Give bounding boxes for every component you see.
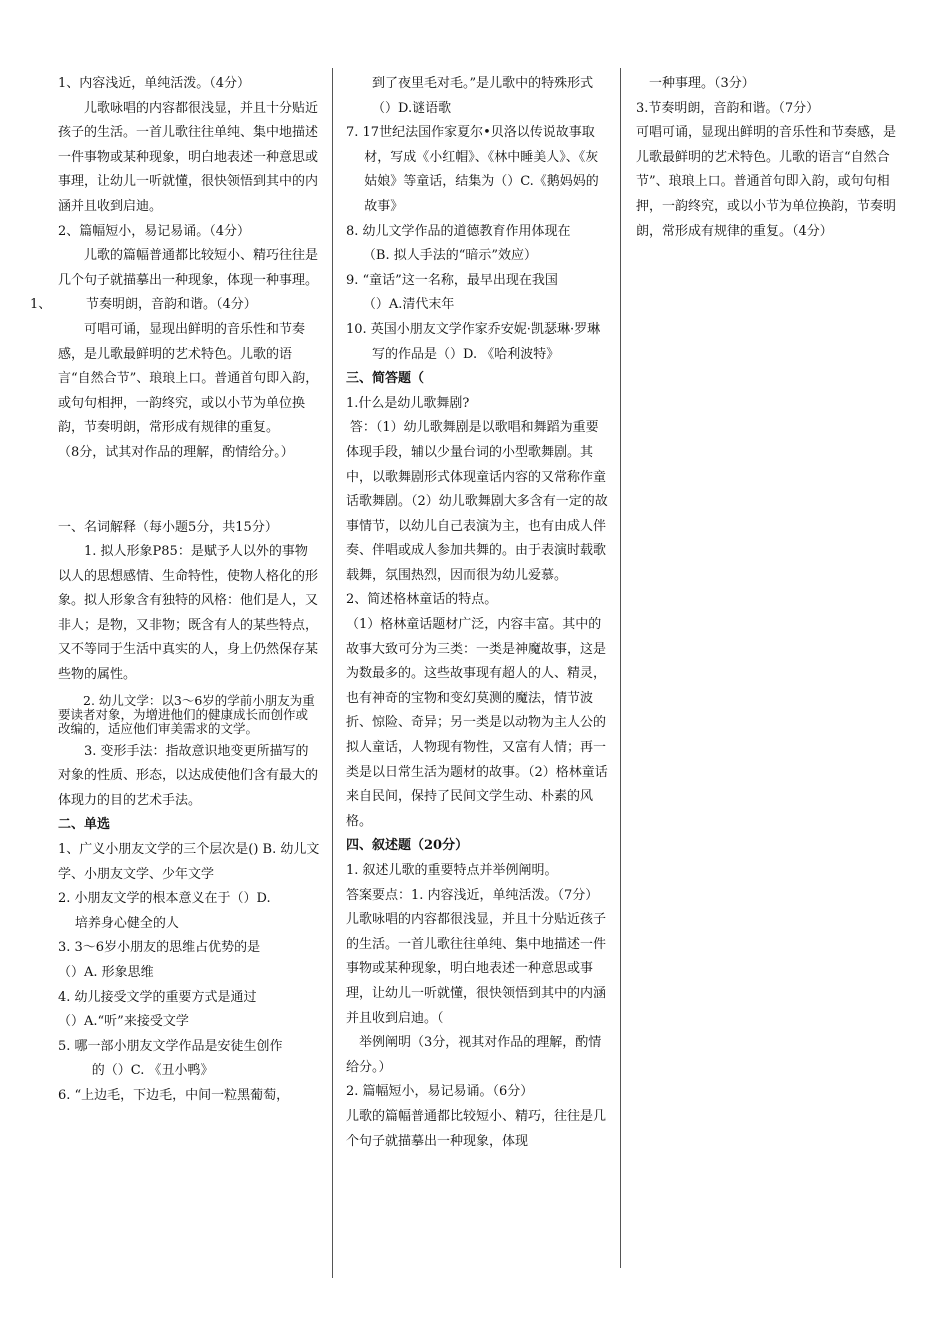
- column-divider-right: [620, 68, 621, 1268]
- essay-point-3-body: 可唱可诵，显现出鲜明的音乐性和节奏感，是儿歌最鲜明的艺术特色。儿歌的语言“自然合节”、琅琅上口。普通首句即入韵，或句句相押，一韵终究，或以小节为单位换韵，节奏明朗，常形成有规律的重复。（4分）: [636, 125, 897, 239]
- grading-note: （8分，试其对作品的理解，酌情给分。）: [58, 444, 294, 460]
- definition-2: 2. 幼儿文学：以3～6岁的学前小朋友为重要读者对象，为增进他们的健康成长而创作或改编的，适应他们审美需求的文学。: [58, 692, 315, 736]
- section-1-heading: 一、名词解释（每小题5分，共15分）: [58, 519, 278, 535]
- point-2-body: 儿歌的篇幅普通都比较短小、精巧往往是几个句子就描摹出一种现象，体现一种事理。: [58, 248, 319, 288]
- essay-1-question: 1. 叙述儿歌的重要特点并举例阐明。: [346, 863, 558, 878]
- choice-5-answer: 的（）C. 《丑小鸭》: [91, 1063, 214, 1079]
- choice-3-answer: （）A. 形象思维: [58, 965, 154, 980]
- choice-9-answer: （）A.清代末年: [362, 297, 455, 313]
- column-divider-left: [332, 68, 333, 1278]
- point-2-heading: 2、篇幅短小，易记易诵。（4分）: [58, 223, 251, 239]
- short-answer-2-answer: （1）格林童话题材广泛，内容丰富。其中的故事大致可分为三类：一类是神魔故事，这是为数最多的。这些故事现有超人的人、精灵，也有神奇的宝物和变幻莫测的魔法，情节波折、惊险、奇异；另一类是以动物为主人公的拟人童话，人物现有物性，又富有人情；再一类是以日常生活为题材的故事。（2）格林童话来自民间，保持了民间文学生动、朴素的风格。: [346, 617, 608, 829]
- essay-point-2-heading: 2. 篇幅短小，易记易诵。（6分）: [346, 1084, 534, 1100]
- section-2-heading: 二、单选: [58, 817, 111, 833]
- choice-4-answer: （）A.“听”来接受文学: [58, 1014, 189, 1030]
- essay-point-2-body: 儿歌的篇幅普通都比较短小、精巧，往往是几个句子就描摹出一种现象，体现: [346, 1108, 607, 1149]
- definition-1: 1. 拟人形象P85：是赋予人以外的事物以人的思想感情、生命特性，使物人格化的形象。拟人形象含有独特的风格：他们是人，又非人；是物，又非物；既含有人的某些特点，又不等同于生活中真实的人，身上仍然保存某些物的属性。: [58, 544, 319, 683]
- choice-8-answer: （B. 拟人手法的“暗示”效应）: [362, 248, 538, 264]
- essay-1-example-note: 举例阐明（3分，视其对作品的理解，酌情给分。）: [346, 1035, 602, 1075]
- choice-9-question: 9. “童话”这一名称，最早出现在我国: [346, 272, 558, 288]
- choice-1: 1、广义小朋友文学的三个层次是() B. 幼儿文学、小朋友文学、少年文学: [58, 842, 320, 882]
- essay-1-answer: 答案要点：1. 内容浅近，单纯活泼。（7分）儿歌咏唱的内容都很浅显，并且十分贴近孩子的生活。一首儿歌往往单纯、集中地描述一件事物或某种现象，明白地表述一种意思或事理，让幼儿一听就懂，很快领悟到其中的内涵并且收到启迪。（: [346, 887, 607, 1026]
- point-3-heading: 节奏明朗，音韵和谐。（4分）: [86, 297, 257, 313]
- point-3-number: 1、: [30, 297, 52, 313]
- choice-10: 10. 英国小朋友文学作家乔安妮·凯瑟琳·罗琳写的作品是（）D. 《哈利波特》: [346, 321, 601, 362]
- choice-5-question: 5. 哪一部小朋友文学作品是安徒生创作: [58, 1038, 283, 1054]
- point-1-heading: 1、内容浅近，单纯活泼。（4分）: [58, 76, 251, 91]
- point-3-heading-row: [30, 293, 320, 318]
- choice-8-question: 8. 幼儿文学作品的道德教育作用体现在: [346, 223, 571, 239]
- spacer: [58, 466, 320, 516]
- essay-point-3-heading: 3.节奏明朗，音韵和谐。（7分）: [636, 100, 820, 116]
- column-1: [30, 72, 320, 1109]
- short-answer-2-question: 2、简述格林童话的特点。: [346, 592, 498, 608]
- point-1-body: 儿歌咏唱的内容都很浅显，并且十分贴近孩子的生活。一首儿歌往往单纯、集中地描述一件事物或某种现象，明白地表述一种意思或事理，让幼儿一听就懂，很快领悟到其中的内涵并且收到启迪。: [58, 100, 319, 214]
- short-answer-1-answer: 答：（1）幼儿歌舞剧是以歌唱和舞蹈为重要体现手段，辅以少量台词的小型歌舞剧。其中，以歌舞剧形式体现童话内容的又常称作童话歌舞剧。（2）幼儿歌舞剧大多含有一定的故事情节，以幼儿自己表演为主，也有由成人伴奏、伴唱或成人参加共舞的。由于表演时载歌载舞，氛围热烈，因而很为幼儿爱慕。: [346, 420, 608, 583]
- short-answer-1-question: 1.什么是幼儿歌舞剧?: [346, 395, 470, 411]
- column-2: [346, 72, 608, 1154]
- essay-point-2-continued: 一种事理。（3分）: [649, 76, 755, 91]
- definition-3: 3. 变形手法：指故意识地变更所描写的对象的性质、形态，以达成使他们含有最大的体现力的目的艺术手法。: [58, 743, 319, 808]
- section-3-heading: 三、简答题（: [346, 371, 425, 387]
- choice-7: 7. 17世纪法国作家夏尔•贝洛以传说故事取材，写成《小红帽》、《林中睡美人》、《灰姑娘》等童话，结集为（）C.《鹅妈妈的故事》: [346, 125, 599, 214]
- choice-3-question: 3. 3～6岁小朋友的思维占优势的是: [58, 940, 261, 956]
- choice-6-continued: 到了夜里毛对毛。”是儿歌中的特殊形式（）D.谜语歌: [372, 76, 594, 116]
- section-4-heading: 四、叙述题（20分）: [346, 838, 469, 854]
- column-3: [636, 72, 898, 244]
- choice-4-question: 4. 幼儿接受文学的重要方式是通过: [58, 989, 257, 1005]
- choice-2-question: 2. 小朋友文学的根本意义在于（）D.: [58, 891, 271, 907]
- choice-6-question: 6. “上边毛，下边毛，中间一粒黑葡萄，: [58, 1087, 290, 1103]
- choice-2-answer: 培养身心健全的人: [74, 915, 179, 931]
- point-3-body: 可唱可诵，显现出鲜明的音乐性和节奏感，是儿歌最鲜明的艺术特色。儿歌的语言“自然合节”、琅琅上口。普通首句即入韵，或句句相押，一韵终究，或以小节为单位换韵，节奏明朗，常形成有规律的重复。: [58, 321, 319, 436]
